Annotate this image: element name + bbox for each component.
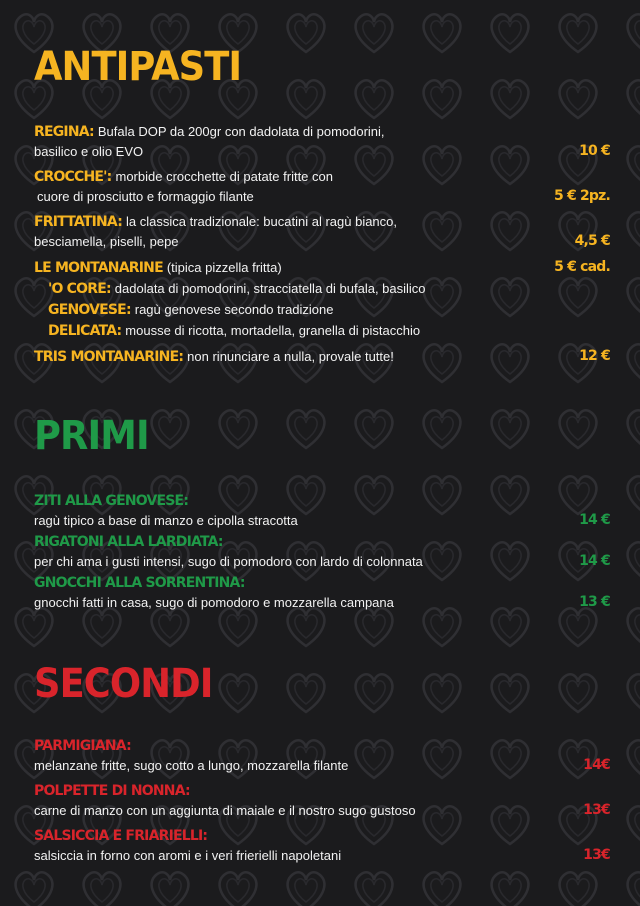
item-desc: non rinunciare a nulla, provale tutte! [187, 349, 394, 364]
item-name: GNOCCHI ALLA SORRENTINA: [34, 575, 245, 591]
item-name: REGINA: [34, 124, 94, 140]
item-price: 5 € cad. [554, 259, 610, 275]
item-desc: morbide crocchette di patate fritte con [115, 169, 333, 184]
menu-item-frittatina [34, 213, 397, 231]
item-desc: gnocchi fatti in casa, sugo di pomodoro e mozzarella campana [34, 595, 394, 610]
menu-item-regina [34, 123, 385, 141]
item-desc: salsiccia in forno con aromi e i veri frierielli napoletani [34, 848, 342, 863]
item-name: PARMIGIANA: [34, 738, 131, 754]
item-desc: carne di manzo con un aggiunta di maiale e il nostro sugo gustoso [34, 803, 416, 818]
item-price: 13 € [579, 594, 610, 610]
section-title-antipasti: ANTIPASTI [34, 44, 242, 90]
item-price: 14 € [579, 512, 610, 528]
item-desc: la classica tradizionale: bucatini al ragù bianco, [126, 214, 398, 229]
variant-name: DELICATA: [48, 323, 122, 339]
variant-desc: ragù genovese secondo tradizione [134, 302, 334, 317]
variant-name: 'O CORE: [48, 281, 111, 297]
section-title-secondi: SECONDI [34, 661, 213, 707]
item-name: LE MONTANARINE [34, 260, 163, 276]
item-price: 4,5 € [574, 233, 610, 249]
item-price: 5 € 2pz. [553, 188, 610, 204]
item-desc-cont: cuore di prosciutto e formaggio filante [37, 189, 254, 204]
item-name: TRIS MONTANARINE: [34, 349, 184, 365]
menu-item-crocche [34, 168, 333, 186]
item-price: 12 € [579, 348, 610, 364]
variant-desc: dadolata di pomodorini, stracciatella di bufala, basilico [114, 281, 426, 296]
menu-item-montanarine [34, 259, 282, 277]
item-desc: melanzane fritte, sugo cotto a lungo, mozzarella filante [34, 758, 349, 773]
item-price: 13€ [583, 847, 610, 863]
item-name: FRITTATINA: [34, 214, 123, 230]
item-desc: ragù tipico a base di manzo e cipolla stracotta [34, 513, 298, 528]
variant-name: GENOVESE: [48, 302, 131, 318]
menu-item-tris-montanarine [34, 348, 394, 366]
item-price: 14€ [583, 757, 610, 773]
variant-o-core [48, 280, 426, 298]
item-name: POLPETTE DI NONNA: [34, 783, 190, 799]
item-name: CROCCHE': [34, 169, 112, 185]
item-desc-cont: besciamella, piselli, pepe [34, 234, 179, 249]
variant-genovese [48, 301, 334, 319]
item-desc: Bufala DOP da 200gr con dadolata di pomodorini, [97, 124, 385, 139]
item-price: 13€ [583, 802, 610, 818]
variant-delicata [48, 322, 420, 340]
item-desc: (tipica pizzella fritta) [166, 260, 282, 275]
item-price: 10 € [579, 143, 610, 159]
item-name: ZITI ALLA GENOVESE: [34, 493, 189, 509]
item-price: 14 € [579, 553, 610, 569]
item-name: RIGATONI ALLA LARDIATA: [34, 534, 223, 550]
item-desc-cont: basilico e olio EVO [34, 144, 144, 159]
variant-desc: mousse di ricotta, mortadella, granella di pistacchio [125, 323, 421, 338]
section-title-primi: PRIMI [34, 413, 149, 459]
item-name: SALSICCIA E FRIARIELLI: [34, 828, 208, 844]
item-desc: per chi ama i gusti intensi, sugo di pomodoro con lardo di colonnata [34, 554, 423, 569]
